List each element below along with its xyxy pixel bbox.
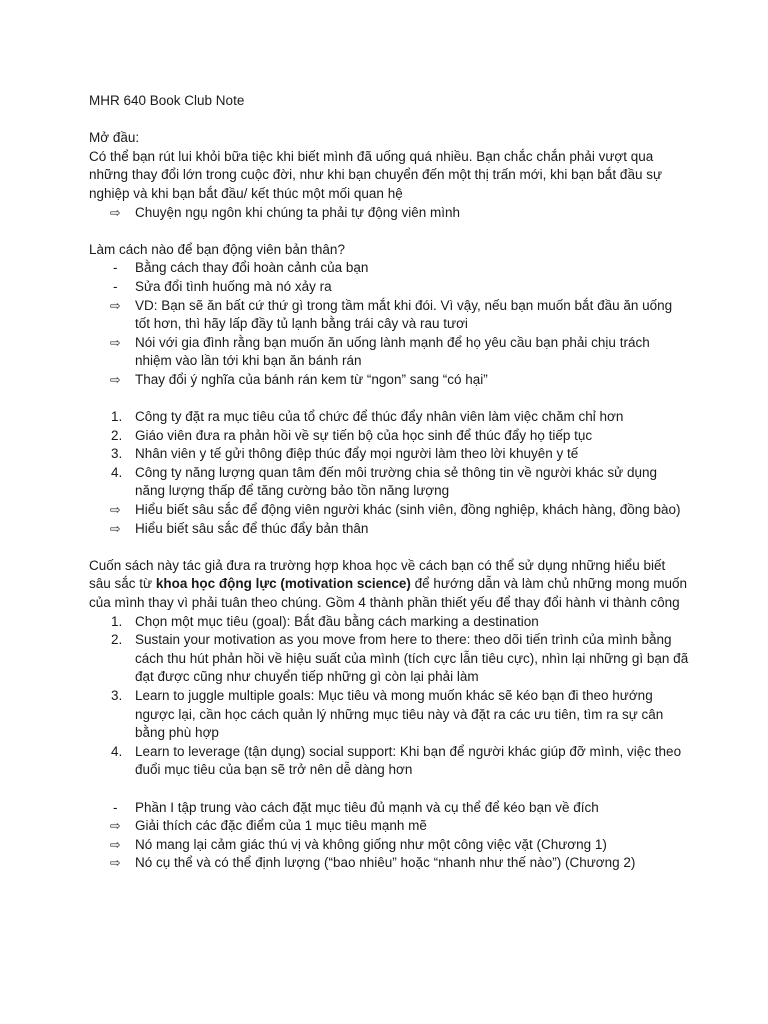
dash-list-item [89, 799, 689, 818]
arrow-icon: ⇨ [110, 836, 121, 852]
arrow-list-item [89, 297, 689, 334]
dash-list-item [89, 259, 689, 278]
list-item-text: Giải thích các đặc điểm của 1 mục tiêu mạnh mẽ [135, 818, 427, 834]
list-number: 2. [111, 427, 123, 443]
list-item-text: Chuyện ngụ ngôn khi chúng ta phải tự động viên mình [135, 204, 461, 220]
dash-bullet: - [113, 278, 118, 294]
arrow-list-item [89, 520, 689, 539]
arrow-list-item [89, 204, 689, 223]
summary-bold-term: khoa học động lực (motivation science) [155, 576, 411, 592]
list-item-text: Công ty đặt ra mục tiêu của tổ chức để thúc đẩy nhân viên làm việc chăm chỉ hơn [135, 409, 624, 425]
list-item-text: Bằng cách thay đổi hoàn cảnh của bạn [135, 260, 369, 276]
document-title: MHR 640 Book Club Note [89, 93, 245, 108]
arrow-icon: ⇨ [110, 297, 121, 313]
arrow-icon: ⇨ [110, 204, 121, 220]
arrow-list-item [89, 334, 689, 371]
numbered-list-item [89, 743, 689, 780]
list-item-text: Sustain your motivation as you move from here to there: theo dõi tiến trình của mình bằng cách thu hút phản hồi về hiệu suất của mình (tích cực lẫn tiêu cực), nhìn lại những gì bạn đã đạt được cũng như chuyển tiếp những gì còn lại phải làm [135, 632, 689, 685]
spacer [89, 538, 689, 557]
list-item-text: Nó mang lại cảm giác thú vị và không giống như một công việc vặt (Chương 1) [135, 836, 607, 852]
list-number: 3. [111, 446, 123, 462]
list-item-text: Giáo viên đưa ra phản hồi về sự tiến bộ của học sinh để thúc đẩy họ tiếp tục [135, 427, 593, 443]
dash-list-item [89, 278, 689, 297]
arrow-list-item [89, 817, 689, 836]
arrow-icon: ⇨ [110, 502, 121, 518]
arrow-icon: ⇨ [110, 855, 121, 871]
book-summary-paragraph [89, 557, 689, 613]
list-number: 4. [111, 464, 123, 480]
list-item-text: Learn to leverage (tận dụng) social support: Khi bạn để người khác giúp đỡ mình, việc theo đuổi mục tiêu của bạn sẽ trở nên dễ dàng hơn [135, 743, 682, 778]
arrow-icon: ⇨ [110, 371, 121, 387]
summary-text-part: Cuốn sách này tác giả đưa ra trường hợp khoa học về cách bạn có thể sử dụng những hiểu biết sâu sắc từ [89, 557, 666, 592]
list-item-text: Nói với gia đình rằng bạn muốn ăn uống lành mạnh để họ yêu cầu bạn phải chịu trách nhiệm vào lần tới khi bạn ăn bánh rán [135, 334, 650, 369]
arrow-icon: ⇨ [110, 334, 121, 350]
spacer [89, 111, 689, 130]
list-item-text: Phần I tập trung vào cách đặt mục tiêu đủ mạnh và cụ thể để kéo bạn về đích [135, 799, 599, 815]
numbered-list-item [89, 445, 689, 464]
numbered-list-item [89, 427, 689, 446]
list-number: 3. [111, 688, 123, 703]
numbered-list-item [89, 408, 689, 427]
list-item-text: Nhân viên y tế gửi thông điệp thúc đẩy mọi người làm theo lời khuyên y tế [135, 446, 579, 462]
dash-bullet: - [113, 799, 118, 815]
list-item-text: Learn to juggle multiple goals: Mục tiêu và mong muốn khác sẽ kéo bạn đi theo hướng ngược lại, cần học cách quản lý những mục tiêu này và đặt ra các ưu tiên, tìm ra sự cân bằng phù hợp [135, 688, 664, 741]
dash-bullet: - [113, 260, 118, 276]
intro-paragraph: Có thể bạn rút lui khỏi bữa tiệc khi biết mình đã uống quá nhiều. Bạn chắc chắn phải vượt qua những thay đổi lớn trong cuộc đời, như khi bạn chuyển đến một thị trấn mới, khi bạn bắt đầu sự nghiệp và khi bạn bắt đầu/ kết thúc một mối quan hệ [89, 148, 662, 201]
intro-heading: Mở đầu: [89, 130, 140, 146]
arrow-icon: ⇨ [110, 520, 121, 536]
numbered-list-item [89, 687, 689, 743]
spacer [89, 390, 689, 409]
arrow-list-item [89, 836, 689, 855]
list-item-text: VD: Bạn sẽ ăn bất cứ thứ gì trong tầm mắt khi đói. Vì vậy, nếu bạn muốn bắt đầu ăn uống tốt hơn, thì hãy lấp đầy tủ lạnh bằng trái cây và rau tươi [135, 297, 673, 332]
list-number: 2. [111, 632, 123, 648]
list-item-text: Hiểu biết sâu sắc để động viên người khác (sinh viên, đồng nghiệp, khách hàng, đồng bào) [135, 502, 681, 518]
list-item-text: Công ty năng lượng quan tâm đến môi trường chia sẻ thông tin về người khác sử dụng năng lượng thấp để tăng cường bảo tồn năng lượng [135, 464, 658, 499]
arrow-icon: ⇨ [110, 818, 121, 834]
numbered-list-item [89, 631, 689, 687]
spacer [89, 222, 689, 241]
arrow-list-item [89, 854, 689, 873]
list-item-text: Sửa đổi tình huống mà nó xảy ra [135, 278, 332, 294]
list-number: 4. [111, 743, 123, 759]
spacer [89, 780, 689, 799]
list-number: 1. [111, 409, 123, 425]
numbered-list-item [89, 464, 689, 501]
list-number: 1. [111, 613, 123, 629]
list-item-text: Nó cụ thể và có thể định lượng (“bao nhiêu” hoặc “nhanh như thế nào”) (Chương 2) [135, 855, 636, 871]
list-item-text: Thay đổi ý nghĩa của bánh rán kem từ “ngon” sang “có hại” [135, 371, 488, 387]
summary-text-part: để hướng dẫn và làm chủ những mong muốn của mình thay vì phải tuân theo chúng. Gồm 4 thành phần thiết yếu để thay đổi hành vi thành công [89, 576, 688, 611]
list-item-text: Chọn một mục tiêu (goal): Bắt đầu bằng cách marking a destination [135, 613, 539, 629]
section-question: Làm cách nào để bạn động viên bản thân? [89, 241, 345, 257]
arrow-list-item [89, 371, 689, 390]
document-page [89, 92, 689, 873]
arrow-list-item [89, 501, 689, 520]
numbered-list-item [89, 613, 689, 632]
list-item-text: Hiểu biết sâu sắc để thúc đẩy bản thân [135, 520, 369, 536]
